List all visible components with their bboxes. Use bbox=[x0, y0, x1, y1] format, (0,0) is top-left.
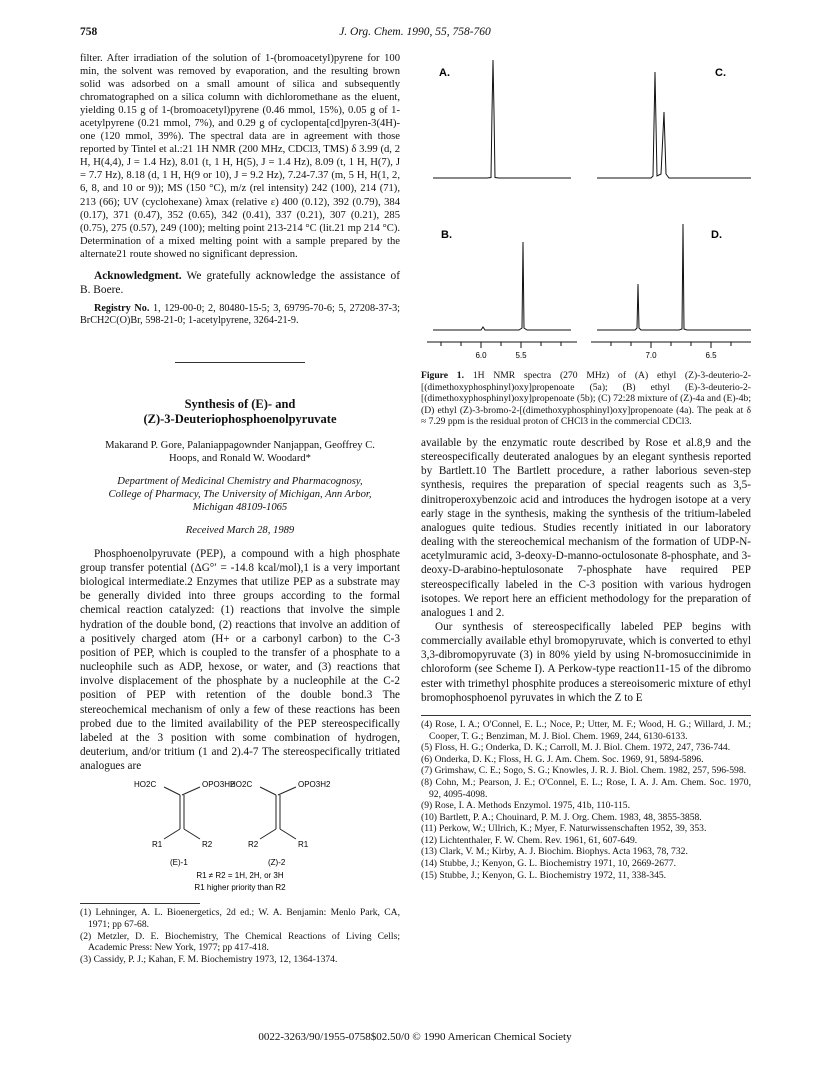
tick-label: 5.5 bbox=[515, 351, 527, 360]
struct-e-carboxyl: HO2C bbox=[134, 780, 157, 790]
pep-structures bbox=[80, 777, 400, 893]
caption-label: Figure 1. bbox=[421, 370, 464, 381]
struct-e-phosphate: OPO3H2 bbox=[202, 780, 235, 790]
panel-label-a: A. bbox=[439, 67, 450, 79]
spectrum-b-trace bbox=[433, 242, 571, 330]
article-title-line-1: Synthesis of (E)- and bbox=[184, 396, 296, 411]
registry-text: 1, 129-00-0; 2, 80480-15-5; 3, 69795-70-6; 5, 27208-37-3; BrCH2C(O)Br, 598-21-0; 1-acetylpyrene, 3264-21-9. bbox=[80, 302, 401, 327]
struct-z-r1: R1 bbox=[298, 840, 309, 850]
footnote: (2) Metzler, D. E. Biochemistry, The Chemical Reactions of Living Cells; Academic Press: New York, 1977; pp 417-418. bbox=[80, 930, 400, 954]
spectrum-a-trace bbox=[433, 60, 571, 178]
spectrum-c-trace bbox=[597, 72, 751, 178]
received-date: Received March 28, 1989 bbox=[185, 524, 295, 536]
footnote-rule bbox=[80, 903, 200, 904]
footnote: (14) Stubbe, J.; Kenyon, G. L. Biochemistry 1971, 10, 2669-2677. bbox=[421, 858, 677, 870]
tick-label: 7.0 bbox=[645, 351, 657, 360]
nmr-figure bbox=[421, 52, 751, 364]
acknowledgment bbox=[80, 269, 400, 297]
spectrum-d-trace bbox=[597, 224, 751, 330]
article-title bbox=[80, 397, 400, 427]
footnote: (9) Rose, I. A. Methods Enzymol. 1975, 41b, 110-115. bbox=[421, 800, 631, 812]
right-column bbox=[421, 52, 751, 881]
introduction-paragraph: Phosphoenolpyruvate (PEP), a compound with a high phosphate group transfer potential (ΔG°′ = -14.8 kcal/mol),1 is a very important biological intermediate.2 Enzymes that utilize PEP as a substrate may be generally divided into three groups according to the formal chemical reaction catalyzed: (1) reactions that involve the simple hydration of the double bond, (2) reactions that involve an addition of a positively charged atom (H+ or a carbonyl carbon) to the C-3 position of PEP, which is coupled to the transfer of a phosphate to a nucleophile such as ADP, hexose, or water, and (3) reactions that involve displacement of the phosphate by a nucleophile at the C-2 position of PEP with retention of the double bond.3 The stereochemical mechanism of only a few of these reactions has been probed due to the limited availability of the PEP stereospecifically labeled at the 3 position with some combination of hydrogen, deuterium, and/or tritium (1 and 2).4-7 The stereospecifically tritiated analogues are bbox=[80, 547, 400, 773]
body-paragraph: available by the enzymatic route described by Rose et al.8,9 and the stereospecifically deuterated analogues by an elegant synthesis reported by Bartlett.10 The Bartlett procedure, a rather laborious seven-step synthesis, requires the preparation of special reagents such as 3,5-dinitroperoxybenzoic acid and introduces the hydrogen isotope at a very early stage in the synthesis, making the synthesis of the tritium-labeled analogues quite tedious. Studies recently initiated in our laboratory dealing with the stereochemical mechanism of the formation of UDP-N-acetylmuramic acid, 3-deoxy-D-manno-octulosonate 8-phosphate, and 3-deoxy-D-arabino-heptulosonate 7-phosphate have required PEP stereospecifically labeled in the C-3 position with various hydrogen isotopes. We report here an efficient methodology for the preparation of analogues 1 and 2. bbox=[421, 436, 751, 619]
struct-z-carboxyl: HO2C bbox=[230, 780, 253, 790]
struct-e-r1: R1 bbox=[152, 840, 163, 850]
footnote: (4) Rose, I. A.; O'Connel, E. L.; Noce, P.; Utter, M. F.; Wood, H. G.; Willard, J. M.; Cooper, T. G.; Benziman, M. J. Biol. Chem. 1969, 244, 6130-6133. bbox=[421, 718, 751, 742]
ack-text: We gratefully acknowledge the assistance of B. Boere. bbox=[80, 269, 400, 296]
footnote-rule bbox=[421, 715, 751, 716]
ack-heading: Acknowledgment. bbox=[94, 269, 182, 282]
page-number: 758 bbox=[80, 26, 98, 38]
left-column bbox=[80, 52, 400, 965]
running-header bbox=[80, 26, 750, 44]
experimental-paragraph: filter. After irradiation of the solution of 1-(bromoacetyl)pyrene for 100 min, the solvent was removed by evaporation, and the resulting brown solid was adsorbed on a small amount of silica and subsequently chromatographed on a silica column with dichloromethane as the eluent, yielding 0.15 g of 1-(bromoacetyl)pyrene (0.46 mmol, 15%), 0.05 g of 1-acetylpyrene (0.21 mmol, 7%), and 0.29 g of cyclopenta[cd]pyren-3(4H)-one (120 mmol, 39%). The spectral data are in agreement with those reported by Tintel et al.:21 1H NMR (200 MHz, CDCl3, TMS) δ 3.99 (d, 2 H, H(4,4), J = 1.4 Hz), 8.01 (t, 1 H, H(5), J = 1.4 Hz), 8.09 (t, 1 H, H(7), J = 7.7 Hz), 8.18 (d, 1 H, H(9 or 10), J = 9.2 Hz), 7.24-7.37 (m, 5 H, H(1, 2, 6, 8, and 10 or 9)); MS (150 °C), m/z (rel intensity) 242 (100), 214 (71), 213 (66); UV (cyclohexane) λmax (relative ε) 400 (0.12), 392 (0.79), 384 (0.17), 371 (0.47), 352 (0.65), 342 (0.41), 337 (0.21), 307 (0.21), 285 (0.75), 275 (0.57), 249 (100); melting point 213-214 °C (lit.21 mp 214 °C). Determination of a mixed melting point with a sample prepared by the alternate21 route showed no significant depression. bbox=[80, 53, 400, 260]
authors: Makarand P. Gore, Palaniappagownder Nanjappan, Geoffrey C. Hoops, and Ronald W. Woodard* bbox=[105, 439, 375, 464]
tick-label: 6.0 bbox=[475, 351, 487, 360]
footnotes-left bbox=[80, 907, 400, 965]
footnote: (15) Stubbe, J.; Kenyon, G. L. Biochemistry 1972, 11, 338-345. bbox=[421, 869, 667, 881]
panel-label-d: D. bbox=[711, 229, 722, 241]
footnote: (5) Floss, H. G.; Onderka, D. K.; Carroll, M. J. Biol. Chem. 1972, 247, 736-744. bbox=[421, 742, 731, 754]
struct-e-r2: R2 bbox=[202, 840, 213, 850]
struct-e-label: (E)-1 bbox=[170, 858, 188, 868]
footnote: (8) Cohn, M.; Pearson, J. E.; O'Connel, E. L.; Rose, I. A. J. Am. Chem. Soc. 1970, 92, 4095-4098. bbox=[421, 776, 751, 800]
article-title-line-2: (Z)-3-Deuteriophosphoenolpyruvate bbox=[143, 411, 337, 426]
struct-legend-1: R1 ≠ R2 = 1H, 2H, or 3H bbox=[196, 871, 284, 881]
struct-z-label: (Z)-2 bbox=[268, 858, 286, 868]
panel-label-b: B. bbox=[441, 229, 452, 241]
footnote: (11) Perkow, W.; Ullrich, K.; Myer, F. Naturwissenschaften 1952, 39, 353. bbox=[421, 823, 707, 835]
footnotes-right bbox=[421, 719, 751, 881]
affiliation: Department of Medicinal Chemistry and Pharmacognosy, College of Pharmacy, The University of Michigan, Ann Arbor, Michigan 48109-1065 bbox=[108, 475, 372, 513]
footnote: (12) Lichtenthaler, F. W. Chem. Rev. 1961, 61, 607-649. bbox=[421, 834, 638, 846]
struct-z-r2: R2 bbox=[248, 840, 259, 850]
footnote: (10) Bartlett, P. A.; Chouinard, P. M. J. Org. Chem. 1983, 48, 3855-3858. bbox=[421, 811, 702, 823]
footnote: (1) Lehninger, A. L. Bioenergetics, 2d ed.; W. A. Benjamin: Menlo Park, CA, 1971; pp 67-68. bbox=[80, 907, 400, 930]
panel-label-c: C. bbox=[715, 67, 726, 79]
journal-citation: J. Org. Chem. 1990, 55, 758-760 bbox=[339, 26, 491, 38]
footnote: (7) Grimshaw, C. E.; Sogo, S. G.; Knowles, J. R. J. Biol. Chem. 1982, 257, 596-598. bbox=[421, 765, 747, 777]
registry-numbers bbox=[80, 303, 400, 328]
footnote: (13) Clark, V. M.; Kirby, A. J. Biochim. Biophys. Acta 1963, 78, 732. bbox=[421, 846, 688, 858]
section-divider bbox=[175, 362, 305, 363]
footnote: (6) Onderka, D. K.; Floss, H. G. J. Am. Chem. Soc. 1969, 91, 5894-5896. bbox=[421, 753, 704, 765]
tick-label: 6.5 bbox=[705, 351, 717, 360]
figure-caption bbox=[421, 370, 751, 428]
footnote: (3) Cassidy, P. J.; Kahan, F. M. Biochemistry 1973, 12, 1364-1374. bbox=[80, 953, 338, 965]
struct-legend-2: R1 higher priority than R2 bbox=[194, 883, 286, 893]
page-footer: 0022-3263/90/1955-0758$02.50/0 © 1990 American Chemical Society bbox=[258, 1031, 572, 1043]
struct-z-phosphate: OPO3H2 bbox=[298, 780, 331, 790]
registry-heading: Registry No. bbox=[94, 302, 150, 314]
body-paragraph: Our synthesis of stereospecifically labeled PEP begins with commercially available ethyl bromopyruvate, which is converted to ethyl 3,3-dibromopyruvate (3) in 80% yield by using N-bromosuccinimide in chloroform (see Scheme I). A Perkow-type reaction11-15 of the dibromo ester with trimethyl phosphite produces a stereoisomeric mixture of ethyl bromophosphoenol pyruvates in which the Z to E bbox=[421, 621, 751, 704]
caption-text: 1H NMR spectra (270 MHz) of (A) ethyl (Z)-3-deuterio-2-[(dimethoxyphosphinyl)oxy]propenoate (5a); (B) ethyl (E)-3-deuterio-2-[(dimethoxyphosphinyl)oxy]propenoate (5b); (C) 72:28 mixture of (Z)-4a and (E)-4b; (D) ethyl (Z)-3-bromo-2-[(dimethoxyphosphinyl)oxy]propenoate (4a). The peak at δ ≈ 7.29 ppm is the residual proton of CHCl3 in the commercial CDCl3. bbox=[421, 370, 751, 428]
